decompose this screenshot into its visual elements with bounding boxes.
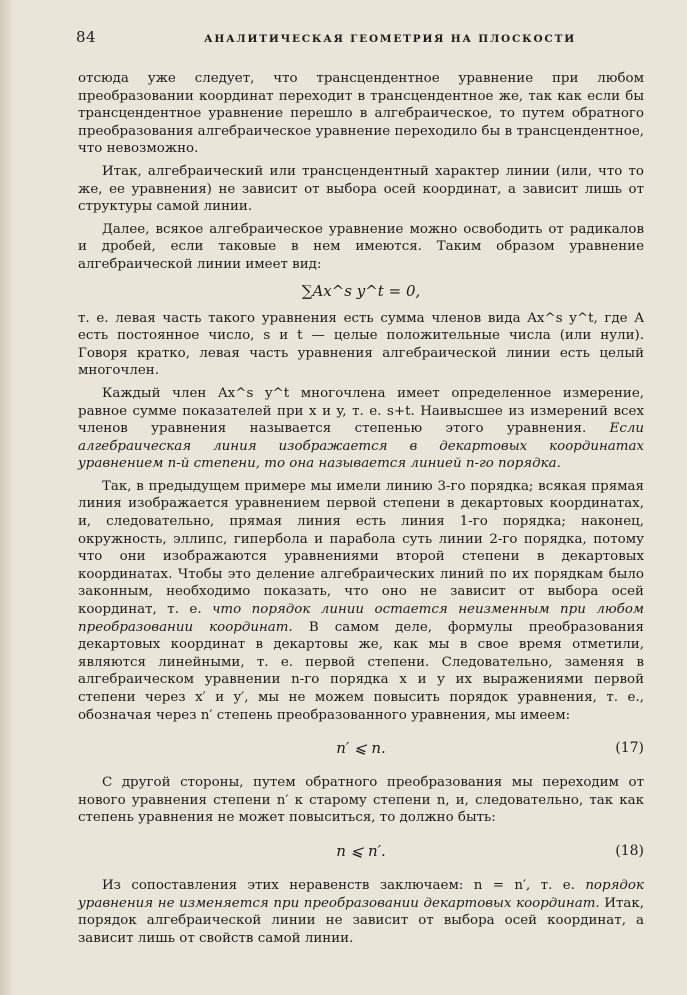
- binding-shadow: [0, 0, 14, 995]
- formula-sum-text: ∑Ax^s y^t = 0,: [301, 281, 421, 300]
- paragraph-8-conclusion: порядок уравнения не изменяется при преобразовании декартовых координат.: [78, 877, 644, 911]
- paragraph-5-text: Каждый член Ax^s y^t многочлена имеет определенное измерение, равное сумме показателей при x и y, т. е. s+t. Наивысшее из измерений всех членов уравнения называется степенью этого уравнения.: [78, 385, 644, 437]
- equation-18: [78, 841, 644, 861]
- paragraph-1: отсюда уже следует, что трансцендентное уравнение при любом преобразовании координат переходит в трансцендентное же, так как если бы трансцендентное уравнение перешло в алгебраическое, то путем обратного преобразования алгебраическое уравнение переходило бы в трансцендентное, что невозможно.: [78, 71, 644, 157]
- paragraph-6: [78, 478, 644, 724]
- page-header: [72, 28, 646, 50]
- paragraph-6-emphasis: что порядок линии остается неизменным при любом преобразовании координат.: [78, 602, 644, 635]
- page-body: [78, 70, 644, 952]
- formula-sum: [78, 281, 644, 301]
- paragraph-5: [78, 385, 644, 473]
- paragraph-8-text: Из сопоставления этих неравенств заключаем: n = n′, т. е.: [102, 877, 575, 893]
- page-number: 84: [76, 28, 97, 46]
- running-head: АНАЛИТИЧЕСКАЯ ГЕОМЕТРИЯ НА ПЛОСКОСТИ: [204, 33, 576, 45]
- equation-17-formula: n′ ⩽ n.: [336, 739, 386, 758]
- paragraph-6-text-a: Так, в предыдущем примере мы имели линию 3-го порядка; всякая прямая линия изображается уравнением первой степени в декартовых координатах, и, следовательно, прямая линия есть линия 1-го порядка; наконец, окружность, эллипс, гипербола и парабола суть линии 2-го порядка, потому что они изображаются уравнениями второй степени в декартовых координатах. Чтобы это деление алгебраических линий по их порядкам было законным, необходимо показать, что оно не зависит от выбора осей координат, т. е.: [78, 478, 644, 618]
- paragraph-4: т. е. левая часть такого уравнения есть сумма членов вида Ax^s y^t, где A есть постоянное число, s и t — целые положительные числа (или нули). Говоря кратко, левая часть уравнения алгебраической линии есть целый многочлен.: [78, 310, 644, 379]
- paragraph-6-text-b: В самом деле, формулы преобразования декартовых координат в декартовы же, как мы в свое время отметили, являются линейными, т. е. первой степени. Следовательно, заменяя в алгебраическом уравнении n-го порядка x и y их выражениями первой степени через x′ и y′, мы не можем повысить порядок уравнения, т. е., обозначая через n′ степень преобразованного уравнения, мы имеем:: [78, 619, 644, 723]
- paragraph-7: С другой стороны, путем обратного преобразования мы переходим от нового уравнения степени n′ к старому степени n, и, следовательно, так как степень уравнения не может повыситься, то должно быть:: [78, 775, 644, 826]
- equation-17: [78, 738, 644, 758]
- paragraph-2: Итак, алгебраический или трансцендентный характер линии (или, что то же, ее уравнения) не зависит от выбора осей координат, а зависит лишь от структуры самой линии.: [78, 163, 644, 215]
- equation-18-number: (18): [615, 842, 644, 859]
- paragraph-8-end: Итак, порядок алгебраической линии не зависит от выбора осей координат, а зависит лишь от свойств самой линии.: [78, 895, 644, 946]
- paragraph-3: Далее, всякое алгебраическое уравнение можно освободить от радикалов и дробей, если таковые в нем имеются. Таким образом уравнение алгебраической линии имеет вид:: [78, 221, 644, 272]
- equation-17-number: (17): [615, 740, 644, 757]
- paragraph-5-definition: Если алгебраическая линия изображается в декартовых координатах уравнением n-й степени, то она называется линией n-го порядка.: [78, 421, 644, 472]
- paragraph-8: [78, 877, 644, 947]
- equation-18-formula: n ⩽ n′.: [336, 841, 386, 860]
